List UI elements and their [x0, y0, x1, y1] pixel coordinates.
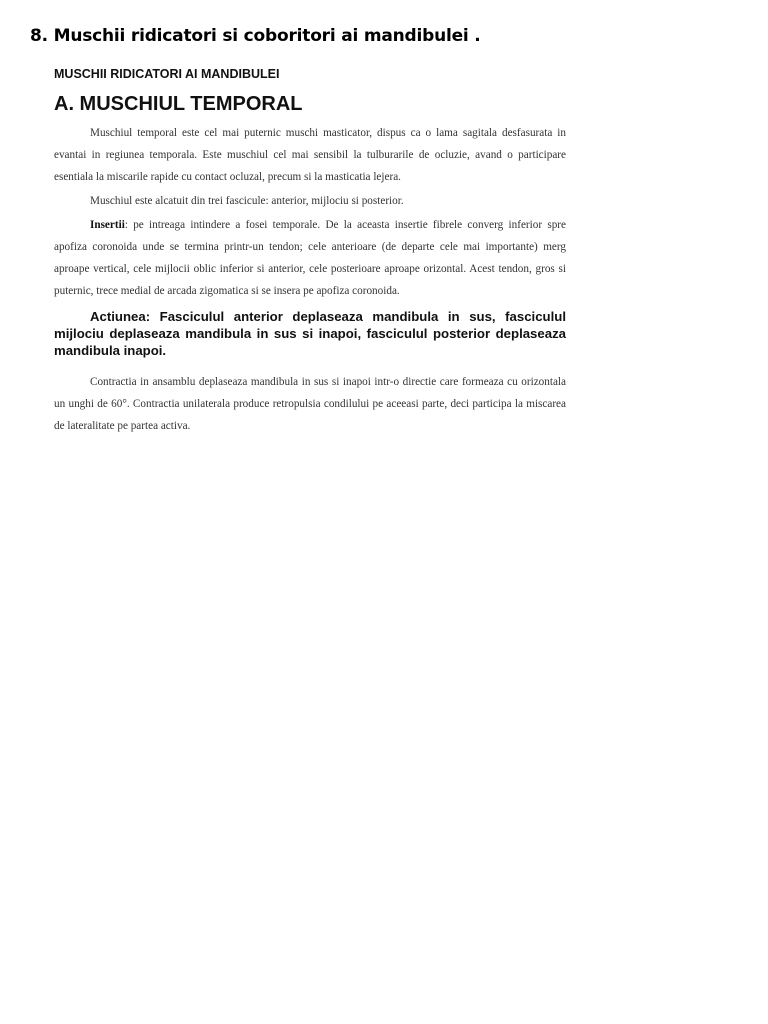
section-caption: MUSCHII RIDICATORI AI MANDIBULEI [54, 67, 280, 81]
section-title: A. MUSCHIUL TEMPORAL [54, 93, 303, 115]
paragraph-description: Muschiul temporal este cel mai puternic muschi masticator, dispus ca o lama sagitala desfasurata in evantai in regiunea temporala. Este muschiul cel mai sensibil la tulburarile de ocluzie, avand o participare esentiala la miscarile rapide cu contact ocluzal, precum si la masticatia lejera. [54, 127, 566, 183]
paragraph-action: Actiunea: Fasciculul anterior deplaseaza mandibula in sus, fasciculul mijlociu deplaseaza mandibula in sus si inapoi, fasciculul posterior deplaseaza mandibula inapoi. [54, 309, 566, 358]
paragraph-fascicles: Muschiul este alcatuit din trei fascicule: anterior, mijlociu si posterior. [90, 195, 404, 207]
insertions-text: : pe intreaga intindere a fosei temporale. De la aceasta insertie fibrele converg inferior spre apofiza coronoida unde se termina printr-un tendon; cele anterioare (de departe cele mai importante) merg aproape vertical, cele mijlocii oblic inferior si anterior, cele posterioare aproape orizontal. Acest tendon, gros si puternic, trece medial de arcada zigomatica si se insera pe apofiza coronoida. [54, 219, 566, 297]
paragraph-insertions [54, 214, 566, 302]
paragraph-contraction: Contractia in ansamblu deplaseaza mandibula in sus si inapoi intr-o directie care formeaza cu orizontala un unghi de 60°. Contractia unilaterala produce retropulsia condilului pe aceeasi parte, deci participa la miscarea de lateralitate pe partea activa. [54, 376, 566, 432]
scanned-text-block [54, 66, 566, 439]
page-heading: 8. Muschii ridicatori si coboritori ai mandibulei . [30, 26, 481, 46]
insertions-label: Insertii [90, 219, 125, 231]
